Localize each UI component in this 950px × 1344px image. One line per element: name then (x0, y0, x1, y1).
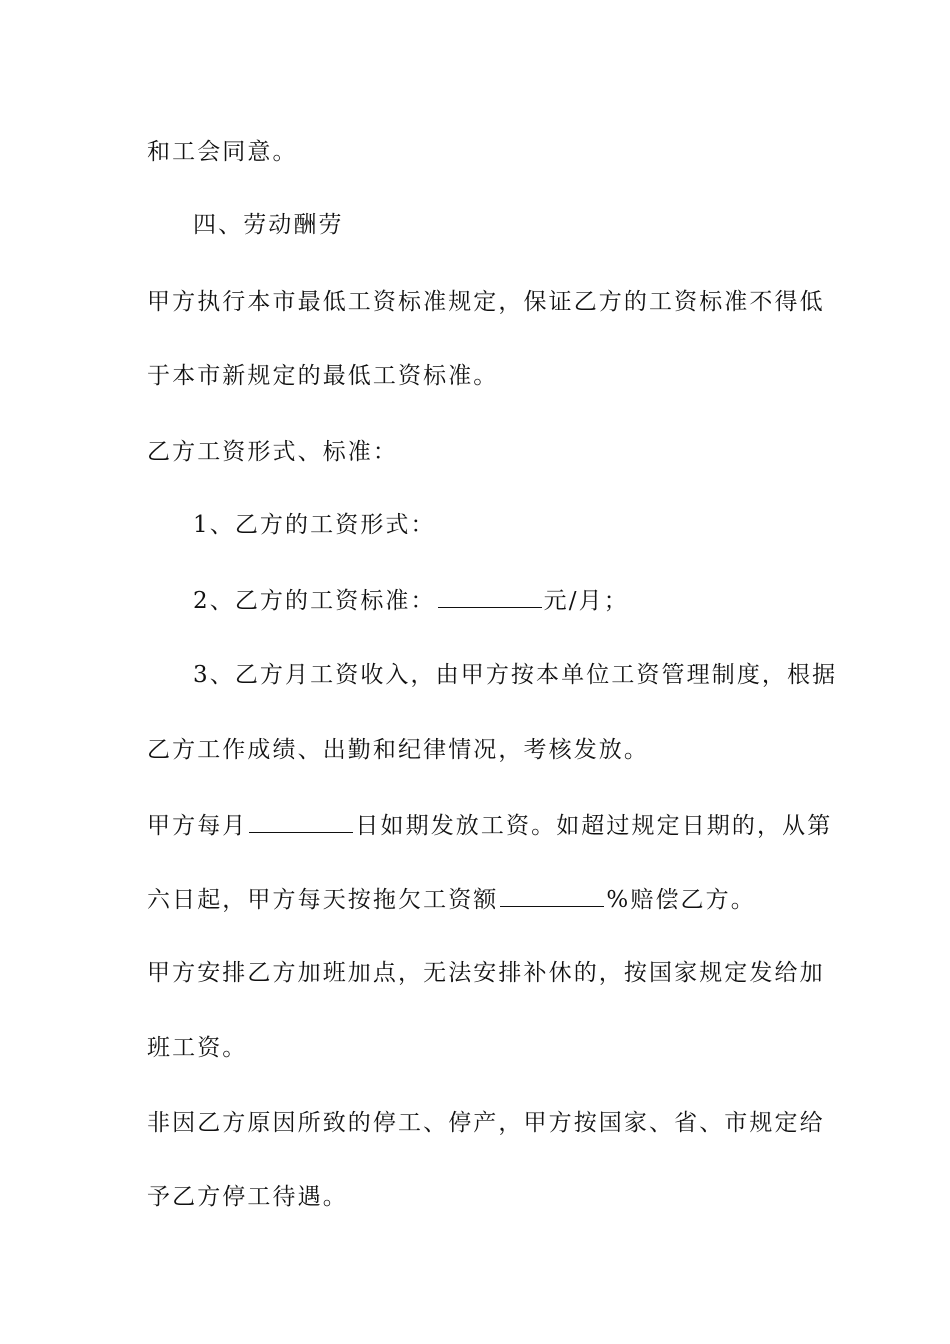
section-heading: 四、劳动酬劳 (193, 212, 344, 238)
salary-amount-blank (438, 585, 542, 608)
paragraph-line: 乙方工资形式、标准： (147, 439, 398, 465)
paragraph-line (147, 884, 817, 915)
salary-standard-suffix: 元/月； (543, 588, 629, 614)
paragraph-line: 于本市新规定的最低工资标准。 (147, 363, 499, 389)
list-item (193, 585, 863, 616)
penalty-suffix: %赔偿乙方。 (606, 887, 756, 913)
paragraph-line: 非因乙方原因所致的停工、停产，甲方按国家、省、市规定给 (147, 1110, 825, 1136)
paragraph-line: 班工资。 (147, 1035, 248, 1061)
paragraph-line: 予乙方停工待遇。 (147, 1184, 348, 1210)
payday-prefix: 甲方每月 (147, 813, 248, 839)
list-item: 1、乙方的工资形式： (193, 512, 436, 538)
salary-standard-prefix: 2、乙方的工资标准： (193, 588, 436, 614)
list-item: 3、乙方月工资收入，由甲方按本单位工资管理制度，根据 (193, 662, 838, 688)
paragraph-line: 甲方安排乙方加班加点，无法安排补休的，按国家规定发给加 (147, 960, 825, 986)
payday-suffix: 日如期发放工资。如超过规定日期的，从第 (355, 813, 833, 839)
paragraph-line: 和工会同意。 (147, 139, 298, 165)
penalty-rate-blank (500, 884, 604, 907)
paragraph-line: 甲方执行本市最低工资标准规定，保证乙方的工资标准不得低 (147, 289, 825, 315)
paragraph-line (147, 810, 833, 841)
penalty-prefix: 六日起，甲方每天按拖欠工资额 (147, 887, 499, 913)
paragraph-line: 乙方工作成绩、出勤和纪律情况，考核发放。 (147, 737, 649, 763)
payday-blank (249, 810, 353, 833)
